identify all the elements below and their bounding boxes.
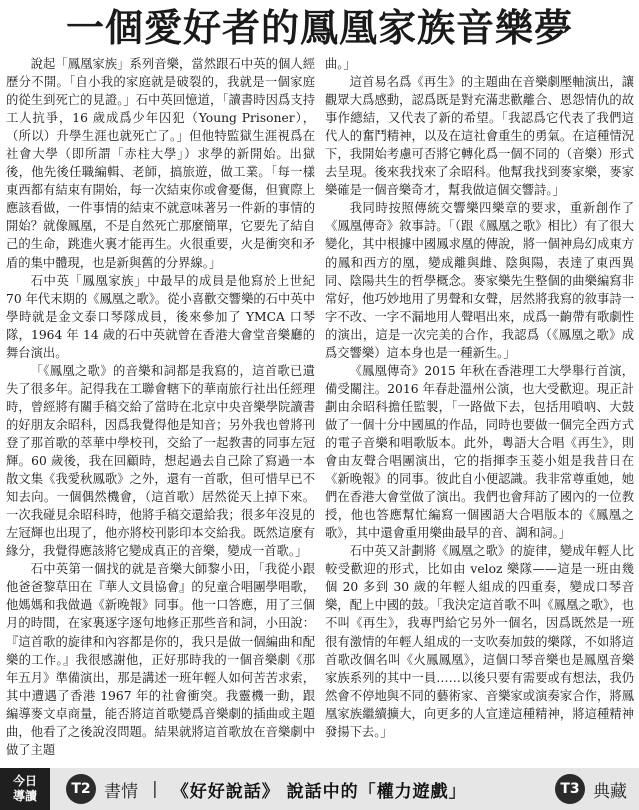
- section-books-link[interactable]: 書情: [104, 781, 138, 802]
- left-column: [6, 55, 315, 767]
- today-guide-label: [0, 768, 50, 810]
- paragraph: 我同時按照傳統交響樂四樂章的要求，重新創作了《鳳凰傳奇》敘事詩。「（跟《鳳凰之歌》相比）有了很大變化，其中根據中國鳳求凰的傳說，將一個神鳥幻成東方的鳳和西方的凰，變成離與雌、陰與陽，表達了東西異同、陰陽共生的哲學概念。麥家樂先生整個的曲樂編寫非常好，他巧妙地用了男聲和女聲，居然將我寫的敘事詩一字不改、一字不漏地用人聲唱出來，成爲一齣帶有歌劇性的演出，這是一次完美的合作，我認爲（《鳳凰之歌》成爲交響樂）這本身也是一種新生。」: [325, 201, 634, 360]
- today-guide-bar: [0, 768, 639, 810]
- today-guide-line2: 導讀: [12, 789, 37, 803]
- page-badge-t2[interactable]: T2: [66, 774, 96, 804]
- paragraph: 這首易名爲《再生》的主題曲在音樂劇壓軸演出，讓觀眾大爲感動，認爲既是對充滿悲歡離合、恩怨情仇的故事作總結，又代表了新的希望。「我認爲它代表了我們這代人的奮鬥精神，以及在這社會重生的勇氣。在這種情況下，我開始考慮可否將它轉化爲一個不同的（音樂）形式去呈現。後來我找來了余昭科。他幫我找到麥家樂，麥家樂確是一個音樂奇才，幫我做這個交響詩。」: [325, 75, 634, 198]
- section-collection-link[interactable]: 典藏: [593, 781, 627, 802]
- paragraph: 《鳳凰傳奇》2015 年秋在香港理工大學舉行首演，備受關注。2016 年春赴溫州公演，也大受歡迎。現正計劃由余昭科擔任監製，「一路做下去，包括用嗩吶、大鼓做了一個十分中國風的作品，同時也要做一個完全西方式的電子音樂和唱歌版本。此外，粵語大合唱《再生》，則會由友聲合唱團演出，它的指揮李玉菱小姐是我昔日在《新晚報》的同事。彼此自小便認識。我非常尊重她，她們在香港大會堂做了演出。我們也會拜訪了國內的一位教授，他也答應幫忙編寫一個國語大合唱版本的《鳳凰之歌》，其中還會重用樂曲最早的音、調和詞。」: [325, 363, 634, 541]
- paragraph: 石中英又計劃將《鳳凰之歌》的旋律，變成年輕人比較受歡迎的形式，比如由 veloz 樂隊——這是一班由幾個 20 多到 30 歲的年輕人組成的四重奏，變成口琴音樂，配上中國的鼓。「我決定這首歌不叫《鳳凰之歌》，也不叫《再生》，我專門給它另外一個名，因爲既然是一班很有激情的年輕人組成的一支吹奏加鼓的樂隊，不如將這首歌改個名叫《火鳳鳳凰》，這個口琴音樂也是鳳凰音樂家族系列的其中一員……以後只要有需要或有想法，我仍然會不停地與不同的藝術家、音樂家或演奏家合作，將鳳凰家族繼續擴大，向更多的人宣達這種精神，將這種精神發揚下去。」: [325, 544, 634, 739]
- paragraph: 石中英第一個找的就是音樂大師黎小田，「我從小跟他爸爸黎草田在『華人文員協會』的兒童合唱團學唱歌，他媽媽和我做過《新晚報》同事。他一口答應，用了三個月的時間，在家裏逐字逐句地修正那些音和詞，小田說：『這首歌的旋律和內容都是你的，我只是做一個編曲和配樂的工作。』我很感謝他，正好那時我的一個音樂劇《那年五月》準備演出，那是講述一班年輕人如何苦苦求索，其中遭遇了香港 1967 年的社會衝突。我靈機一動，跟編導麥文卓商量，能否將這首歌變爲音樂劇的插曲或主題曲，他看了之後說沒問題。結果就將這首歌放在音樂劇中做了主題: [6, 562, 315, 757]
- right-column: [325, 55, 634, 767]
- paragraph: 「《鳳凰之歌》的音樂和詞都是我寫的，這首歌已遺失了很多年。記得我在工聯會轄下的華南旅行社出任經理時，曾經將有關手稿交給了當時在北京中央音樂學院讀書的好朋友余昭科，因爲我覺得他是知音；另外我也曾將刊登了那首歌的萃華中學校刊，交給了一起教書的同事左冠輝。60 歲後，我在回顧時，想起過去自己除了寫過一本散文集《我愛秋鳳歌》之外，還有一首歌，但可惜早已不知去向。一個偶然機會，（這首歌）居然從天上掉下來。一次我碰見余昭科時，他將手稿交還給我；很多年沒見的左冠輝也出現了，他亦將校刊影印本交給我。既然這麼有緣分，我覺得應該將它變成真正的音樂，變成一首歌。」: [6, 363, 315, 559]
- paragraph: 石中英「鳳凰家族」中最早的成員是他寫於上世紀 70 年代末期的《鳳凰之歌》。從小喜歡交響樂的石中英中學時就是金文泰口琴隊成員，後來參加了 YMCA 口琴隊，1964 年 14 歲的石中英就曾在香港大會堂音樂廳的舞台演出。: [6, 273, 315, 360]
- today-guide-line1: 今日: [12, 774, 37, 788]
- paragraph-continuation: 曲。」: [325, 57, 356, 71]
- separator: |: [152, 779, 158, 799]
- page-badge-t3[interactable]: T3: [555, 774, 585, 804]
- featured-headline-link[interactable]: 《好好說話》 說話中的「權力遊戲」: [171, 781, 467, 802]
- article-body: [6, 55, 634, 767]
- article-title: 一個愛好者的鳳凰家族音樂夢: [65, 5, 573, 50]
- paragraph: 說起「鳳凰家族」系列音樂，當然跟石中英的個人經歷分不開。「自小我的家庭就是破裂的，我就是一個家庭的從生到死亡的見證。」石中英回憶道，「讀書時因爲支持工人抗爭，16 歲成爲少年囚犯（Young Prisoner），（所以）升學生涯也就死亡了。」但他特監獄生涯視爲在社會大學（即所謂「赤柱大學」）求學的新開始。出獄後，他先後任職編輯、老師，搞旅遊，做工業。「每一樣東西都有結束有開始，每一次結束你或會憂傷，但實際上應該看做，一件事情的結束不就意味著另一件新的事情的開始？就像鳳凰，不是自然死亡那麼簡單，它要先了結自己的生命，跳進火裏才能再生。火很重要，火是衝突和矛盾的集中體現，也是新與舊的分界線。」: [6, 57, 315, 270]
